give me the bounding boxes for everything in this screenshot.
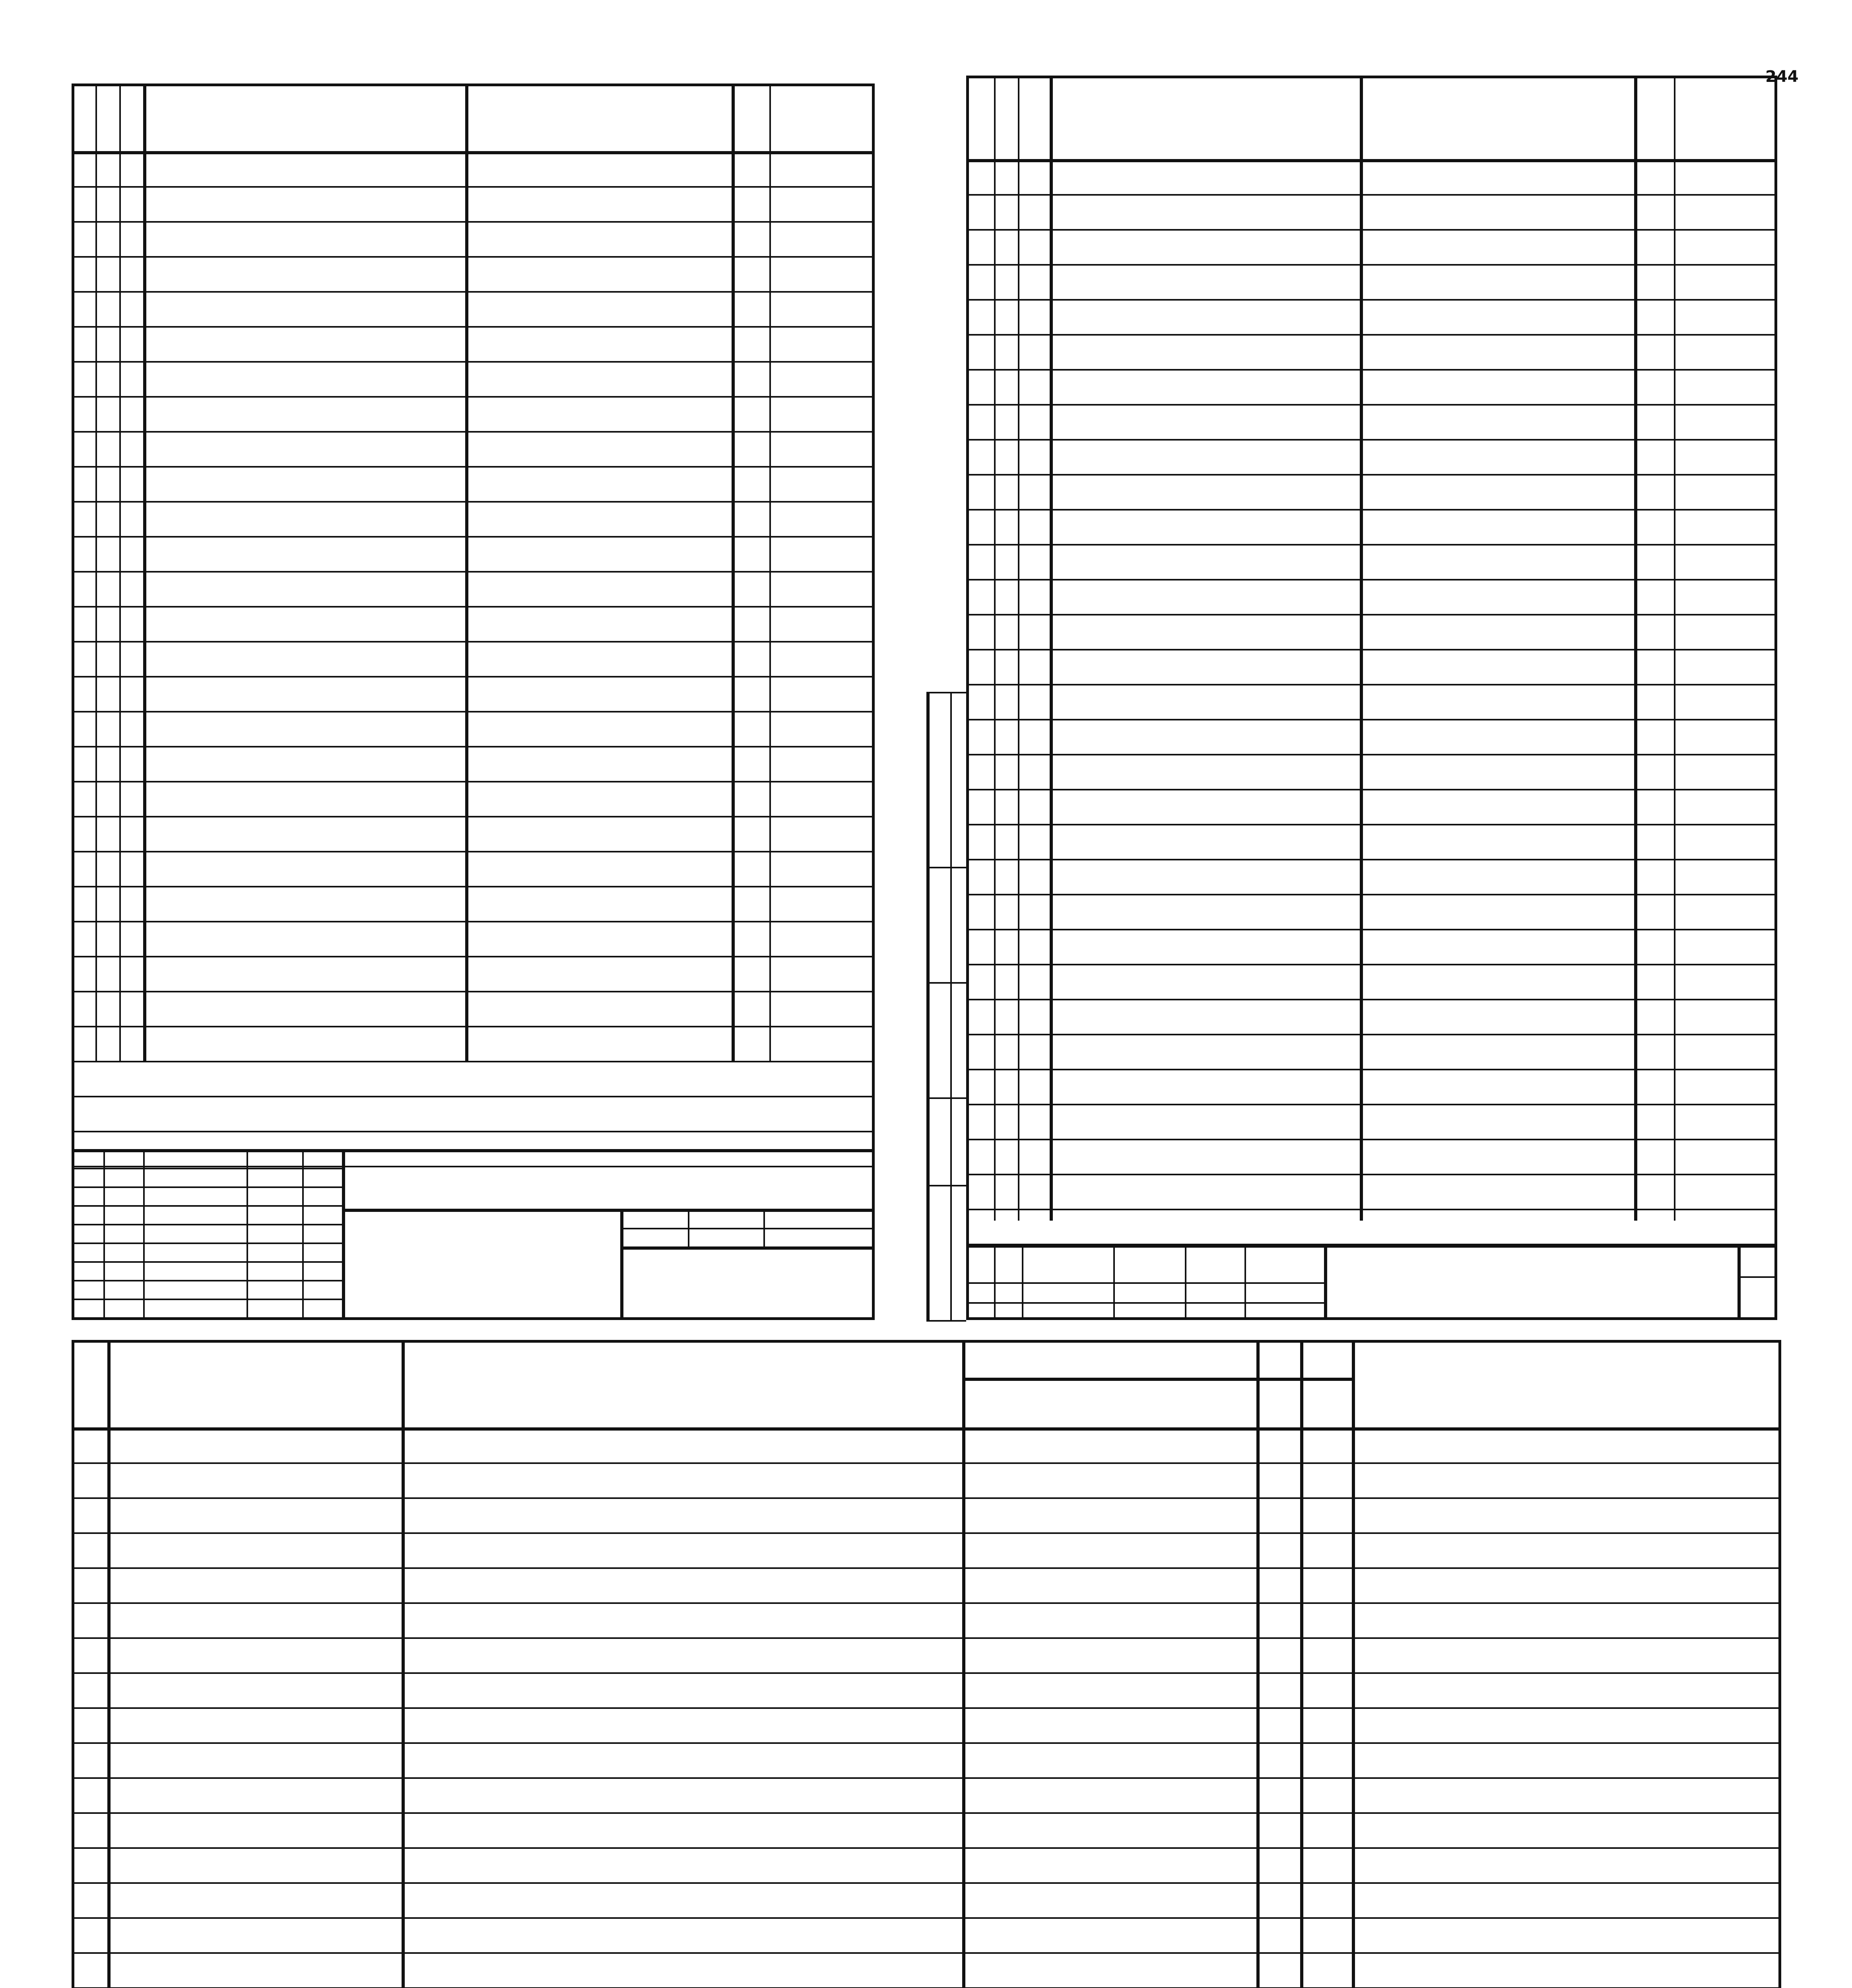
rule-line	[966, 1069, 1777, 1070]
rule-line	[72, 676, 875, 678]
rule-line	[72, 1149, 875, 1152]
rule-line	[342, 1149, 345, 1320]
page-number: 244	[1765, 68, 1799, 86]
rule-line	[72, 1952, 1781, 1954]
rule-line	[72, 396, 875, 398]
rule-line	[1634, 76, 1637, 1221]
rule-line	[72, 1131, 875, 1132]
rule-line	[950, 692, 952, 1320]
rule-line	[107, 1340, 111, 1988]
rule-line	[966, 579, 1777, 580]
rule-line	[966, 824, 1777, 825]
rule-line	[72, 1777, 1781, 1779]
rule-line	[72, 746, 875, 747]
rule-line	[966, 1302, 1324, 1304]
rule-line	[926, 867, 966, 868]
rule-line	[966, 859, 1777, 860]
rule-line	[966, 264, 1777, 266]
rule-line	[72, 1299, 342, 1300]
rule-line	[72, 1882, 1781, 1884]
rule-line	[966, 159, 1777, 162]
rule-line	[1256, 1340, 1260, 1988]
rule-line	[72, 1742, 1781, 1744]
rule-line	[966, 1104, 1777, 1105]
rule-line	[966, 929, 1777, 930]
rule-line	[926, 1185, 966, 1186]
rule-line	[247, 1149, 248, 1320]
rule-line	[966, 509, 1777, 511]
rule-line	[1737, 1244, 1741, 1320]
rule-line	[926, 692, 930, 1320]
rule-line	[72, 1427, 1781, 1431]
rule-line	[72, 1261, 342, 1263]
rule-line	[966, 1282, 1324, 1284]
rule-line	[966, 1174, 1777, 1175]
rule-line	[966, 684, 1777, 685]
rule-line	[72, 851, 875, 852]
rule-line	[72, 886, 875, 887]
rule-line	[72, 361, 875, 363]
rule-line	[966, 614, 1777, 615]
rule-line	[1352, 1340, 1355, 1988]
rule-line	[72, 326, 875, 328]
rule-line	[966, 334, 1777, 336]
rule-line	[966, 1209, 1777, 1210]
rule-line	[966, 999, 1777, 1000]
rule-line	[966, 1034, 1777, 1035]
rule-line	[72, 501, 875, 503]
rule-line	[72, 1205, 342, 1207]
rule-line	[966, 1139, 1777, 1140]
rule-line	[72, 1532, 1781, 1534]
rule-line	[620, 1228, 875, 1229]
rule-line	[72, 1497, 1781, 1499]
rule-line	[143, 1149, 145, 1320]
rule-line	[72, 186, 875, 188]
rule-line	[72, 1224, 342, 1225]
spec-sheet-3	[72, 1340, 1781, 1988]
rule-line	[1018, 76, 1019, 1221]
rule-line	[72, 1186, 342, 1188]
rule-line	[72, 816, 875, 817]
rule-line	[72, 536, 875, 538]
rule-line	[1360, 76, 1363, 1221]
rule-line	[72, 151, 875, 154]
rule-line	[72, 291, 875, 293]
rule-line	[72, 1026, 875, 1027]
rule-line	[926, 1097, 966, 1099]
rule-line	[72, 1917, 1781, 1919]
rule-line	[72, 221, 875, 223]
rule-line	[966, 404, 1777, 406]
rule-line	[1324, 1244, 1327, 1320]
rule-line	[402, 1340, 405, 1988]
rule-line	[72, 641, 875, 643]
rule-line	[620, 1246, 875, 1250]
rule-line	[302, 1149, 304, 1320]
rule-line	[342, 1209, 875, 1212]
rule-line	[72, 1280, 342, 1281]
rule-line	[1674, 76, 1675, 1221]
rule-line	[620, 1209, 623, 1320]
rule-line	[72, 1637, 1781, 1639]
rule-line	[962, 1378, 1352, 1381]
rule-line	[72, 1168, 342, 1169]
rule-line	[966, 369, 1777, 371]
rule-line	[72, 1462, 1781, 1464]
rule-line	[72, 1166, 875, 1167]
rule-line	[72, 256, 875, 258]
rule-line	[966, 719, 1777, 720]
rule-line	[72, 1672, 1781, 1674]
rule-line	[1300, 1340, 1303, 1988]
rule-line	[1050, 76, 1053, 1221]
rule-line	[966, 439, 1777, 441]
rule-line	[966, 194, 1777, 196]
rule-line	[926, 1320, 966, 1322]
rule-line	[966, 789, 1777, 790]
rule-line	[994, 76, 996, 1221]
rule-line	[72, 606, 875, 608]
rule-line	[966, 544, 1777, 546]
rule-line	[926, 692, 966, 693]
rule-line	[72, 1707, 1781, 1709]
rule-line	[72, 1242, 342, 1244]
rule-line	[72, 1061, 875, 1062]
rule-line	[966, 649, 1777, 650]
rule-line	[966, 1244, 1777, 1248]
spec-sheet-2	[966, 76, 1777, 1320]
rule-line	[103, 1149, 105, 1320]
rule-line	[72, 991, 875, 992]
rule-line	[72, 431, 875, 433]
rule-line	[1737, 1276, 1777, 1278]
rule-line	[966, 964, 1777, 965]
rule-line	[72, 921, 875, 922]
rule-line	[72, 711, 875, 712]
rule-line	[72, 956, 875, 957]
rule-line	[72, 781, 875, 782]
rule-line	[72, 1847, 1781, 1849]
rule-line	[962, 1340, 965, 1988]
rule-line	[966, 894, 1777, 895]
rule-line	[72, 1567, 1781, 1569]
spec-sheet-1	[72, 83, 875, 1320]
rule-line	[72, 1812, 1781, 1814]
rule-line	[966, 229, 1777, 231]
rule-line	[72, 1096, 875, 1097]
rule-line	[966, 474, 1777, 476]
rule-line	[926, 982, 966, 984]
rule-line	[72, 466, 875, 468]
rule-line	[966, 299, 1777, 301]
rule-line	[72, 571, 875, 573]
rule-line	[966, 754, 1777, 755]
rule-line	[72, 1602, 1781, 1604]
